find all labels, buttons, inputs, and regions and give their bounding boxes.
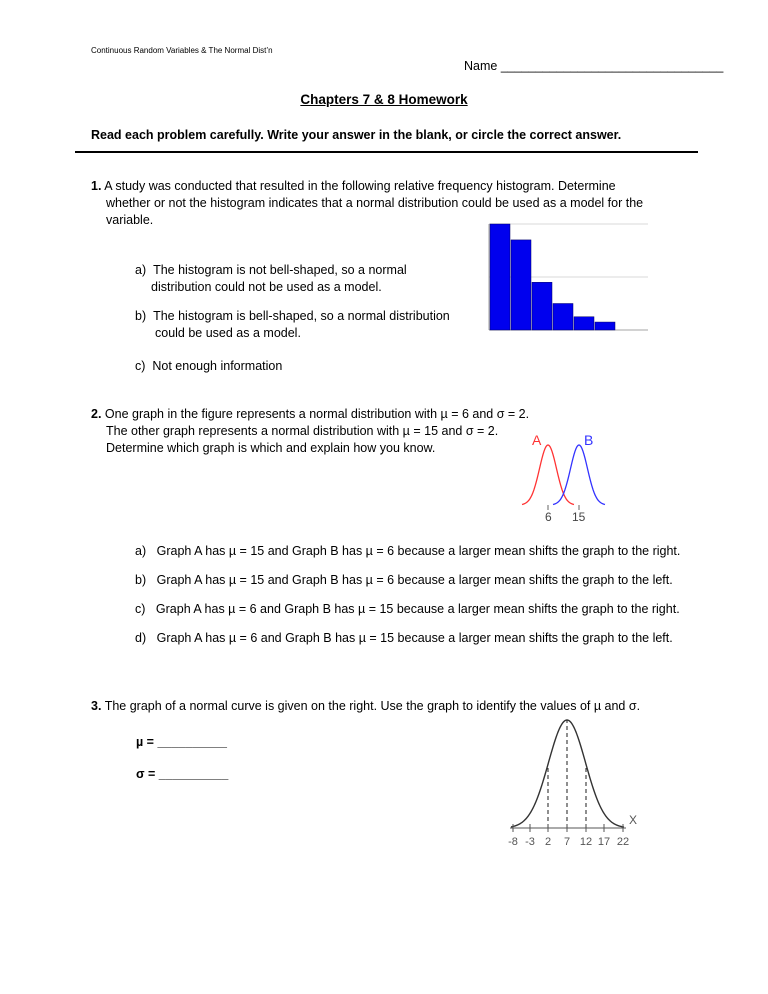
tick-label-2: 2 bbox=[544, 836, 552, 848]
q1-text-line3: variable. bbox=[106, 213, 154, 227]
two-normal-curves-figure bbox=[510, 428, 620, 528]
histogram-bar-4 bbox=[574, 317, 594, 330]
running-header: Continuous Random Variables & The Normal Dist’n bbox=[91, 46, 273, 55]
histogram-bar-3 bbox=[553, 304, 573, 331]
q1-line1 bbox=[91, 178, 616, 195]
instructions: Read each problem carefully. Write your answer in the blank, or circle the correct answer. bbox=[91, 128, 622, 142]
tick-label-15: 15 bbox=[572, 510, 586, 524]
sigma-dashed-lines bbox=[548, 720, 586, 828]
q2-option-a[interactable]: a) Graph A has µ = 15 and Graph B has µ = 6 because a larger mean shifts the graph to the right. bbox=[135, 544, 681, 558]
tick-label-0: -8 bbox=[508, 836, 518, 848]
x-axis-label: X bbox=[629, 813, 638, 827]
histogram-figure bbox=[470, 218, 655, 346]
q2-text-line1: One graph in the figure represents a normal distribution with µ = 6 and σ = 2. bbox=[104, 407, 530, 421]
q2-text-line2: The other graph represents a normal distribution with µ = 15 and σ = 2. bbox=[106, 424, 499, 438]
tick-label-6: 6 bbox=[545, 510, 552, 524]
q2-option-d[interactable]: d) Graph A has µ = 6 and Graph B has µ = 15 because a larger mean shifts the graph to the left. bbox=[135, 631, 673, 645]
curve-a bbox=[522, 445, 574, 504]
q1-option-b-line2: could be used as a model. bbox=[155, 326, 301, 340]
q1-number: 1. bbox=[91, 179, 102, 193]
q1-text-line1: A study was conducted that resulted in the following relative frequency histogram. Determine bbox=[104, 179, 616, 193]
tick-label-1: -3 bbox=[525, 836, 535, 848]
histogram-bar-0 bbox=[490, 224, 510, 330]
q2-line1 bbox=[91, 406, 529, 423]
curve-b bbox=[553, 445, 605, 504]
tick-label-3: 7 bbox=[563, 836, 571, 848]
q2-number: 2. bbox=[91, 407, 102, 421]
q3-line bbox=[91, 698, 640, 715]
name-field[interactable]: Name ________________________________ bbox=[464, 59, 724, 73]
curve-b-label: B bbox=[584, 432, 594, 448]
histogram-bar-2 bbox=[532, 282, 552, 330]
q1-option-b[interactable]: b) The histogram is bell-shaped, so a normal distribution bbox=[135, 309, 450, 323]
page-title: Chapters 7 & 8 Homework bbox=[300, 92, 468, 107]
divider bbox=[75, 151, 698, 153]
tick-label-5: 17 bbox=[597, 836, 611, 848]
q2-text-line3: Determine which graph is which and explain how you know. bbox=[106, 441, 436, 455]
normal-curve-figure bbox=[500, 715, 650, 855]
q2-option-c[interactable]: c) Graph A has µ = 6 and Graph B has µ = 15 because a larger mean shifts the graph to the right. bbox=[135, 602, 680, 616]
q3-text: The graph of a normal curve is given on the right. Use the graph to identify the values of µ and σ. bbox=[104, 699, 641, 713]
q1-text-line2: whether or not the histogram indicates that a normal distribution could be used as a model for the bbox=[106, 196, 644, 210]
q1-option-a[interactable]: a) The histogram is not bell-shaped, so a normal bbox=[135, 263, 407, 277]
q1-option-a-line2: distribution could not be used as a model. bbox=[151, 280, 382, 294]
tick-label-4: 12 bbox=[579, 836, 593, 848]
tick-label-6: 22 bbox=[616, 836, 630, 848]
q2-option-b[interactable]: b) Graph A has µ = 15 and Graph B has µ = 6 because a larger mean shifts the graph to the left. bbox=[135, 573, 673, 587]
q3-number: 3. bbox=[91, 699, 102, 713]
mu-answer-blank[interactable]: µ = __________ bbox=[136, 735, 227, 749]
q1-option-c[interactable]: c) Not enough information bbox=[135, 359, 283, 373]
sigma-answer-blank[interactable]: σ = __________ bbox=[136, 767, 229, 781]
curve-a-label: A bbox=[532, 432, 542, 448]
histogram-bar-1 bbox=[511, 240, 531, 330]
histogram-bar-5 bbox=[595, 322, 615, 330]
